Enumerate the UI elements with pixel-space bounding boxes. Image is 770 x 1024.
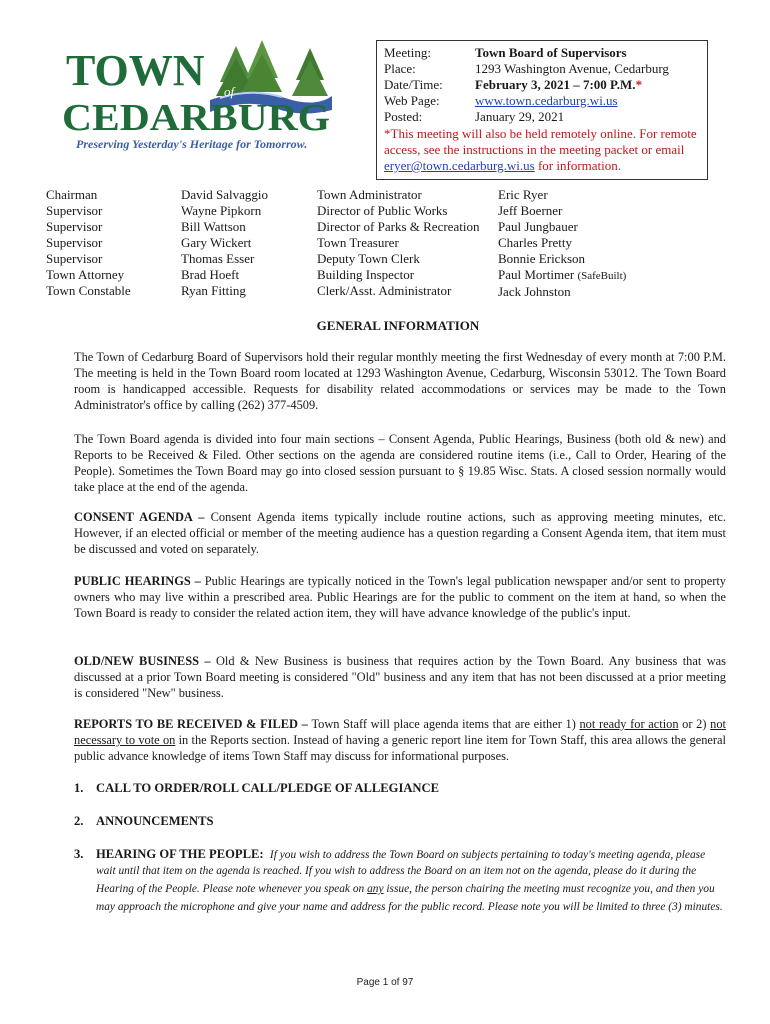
official-name: Thomas Esser xyxy=(181,251,255,266)
staff-title: Director of Parks & Recreation xyxy=(317,219,480,234)
meeting-row-meeting xyxy=(384,45,707,61)
official-names xyxy=(181,187,268,299)
public-hearings-paragraph xyxy=(74,573,726,621)
logo-of-text: of xyxy=(224,84,235,99)
agenda-item-title: ANNOUNCEMENTS xyxy=(96,814,214,828)
hearings-text: Public Hearings are typically noticed in the Town's legal publication newspaper and/or sent to property owners who may live within a prescribed area. Public Hearings are for the public to comment on the item at hand, so when the Town Board is ready to consider the related action item, they will have advance knowledge of the public's input. xyxy=(74,574,726,620)
staff-name: Charles Pretty xyxy=(498,235,573,250)
place-label: Place: xyxy=(384,61,416,76)
official-title: Supervisor xyxy=(46,219,103,234)
official-name: Ryan Fitting xyxy=(181,283,246,298)
hearing-text-a: wait until that item on the agenda is reached. If you wish to address the Board on an item not on the agenda, please do it during the Hearing of the People. Please note whenever you speak on xyxy=(96,865,697,895)
agenda-item-title: HEARING OF THE PEOPLE xyxy=(96,847,260,861)
agenda-item-number: 2. xyxy=(74,814,84,828)
business-text: Old & New Business is business that requires action by the Town Board. Any business that was discussed at a prior Town Board meeting is considered "Old" business and any item that has not been discussed at a prior meeting is considered "New" business. xyxy=(74,654,726,700)
staff-name: Paul Mortimer xyxy=(498,267,575,282)
meeting-row-webpage xyxy=(384,93,707,109)
official-title: Chairman xyxy=(46,187,98,202)
meeting-row-place xyxy=(384,61,707,77)
place-value: 1293 Washington Avenue, Cedarburg xyxy=(475,61,669,76)
reports-text-1: Town Staff will place agenda items that are either 1) xyxy=(311,717,580,731)
consent-agenda-paragraph xyxy=(74,509,726,557)
agenda-item-title: CALL TO ORDER/ROLL CALL/PLEDGE OF ALLEGIANCE xyxy=(96,781,440,795)
webpage-link[interactable]: www.town.cedarburg.wi.us xyxy=(475,93,618,108)
hearing-text-underline: any xyxy=(367,883,384,895)
datetime-text: February 3, 2021 – 7:00 P.M. xyxy=(475,77,636,92)
meeting-row-posted xyxy=(384,109,707,125)
reports-paragraph xyxy=(74,716,726,764)
general-info-heading: GENERAL INFORMATION xyxy=(316,318,480,333)
logo-tagline: Preserving Yesterday's Heritage for Tomorrow. xyxy=(76,137,308,151)
remote-note-text: *This meeting will also be held remotely online. For remote access, see the instructions in the meeting packet or email xyxy=(384,126,697,157)
agenda-item-3 xyxy=(74,846,726,863)
meeting-row-datetime xyxy=(384,77,707,93)
agenda-item-2 xyxy=(74,813,726,829)
logo-town-text: TOWN xyxy=(66,46,205,95)
reports-heading: REPORTS TO BE RECEIVED & FILED – xyxy=(74,717,312,731)
hearing-text-continued xyxy=(96,862,728,916)
reports-text-3: in the Reports section. Instead of having a generic report line item for Town Staff, this area allows the general public advance knowledge of items Town Staff may discuss for informational purposes. xyxy=(74,733,726,763)
staff-name: Paul Jungbauer xyxy=(498,219,578,234)
posted-label: Posted: xyxy=(384,109,423,124)
remote-note-end: for information. xyxy=(534,158,622,173)
datetime-label: Date/Time: xyxy=(384,77,443,92)
business-heading: OLD/NEW BUSINESS – xyxy=(74,654,216,668)
agenda-item-number: 1. xyxy=(74,781,84,795)
staff-title: Town Treasurer xyxy=(317,235,399,250)
staff-name: Eric Ryer xyxy=(498,187,548,202)
official-name: David Salvaggio xyxy=(181,187,269,202)
reports-underline-2: not necessary to vote on xyxy=(74,717,726,747)
webpage-label: Web Page: xyxy=(384,93,440,108)
staff-title: Director of Public Works xyxy=(317,203,448,218)
staff-title: Clerk/Asst. Administrator xyxy=(317,283,452,298)
official-name: Gary Wickert xyxy=(181,235,252,250)
official-title: Town Attorney xyxy=(46,267,125,282)
staff-titles xyxy=(317,187,479,299)
logo-cedarburg-text: CEDARBURG xyxy=(62,97,330,139)
general-paragraph-2: The Town Board agenda is divided into four main sections – Consent Agenda, Public Hearings, Business (both old & new) and Reports to be Received & Filed. Other sections on the agenda are considered routine items (i.e., Call to Order, Hearing of the People). Sometimes the Town Board may go into closed session pursuant to § 19.85 Wisc. Stats. A closed session normally would take place at the end of the agenda. xyxy=(74,432,726,494)
staff-names xyxy=(498,187,626,300)
datetime-asterisk: * xyxy=(635,77,643,92)
staff-title: Building Inspector xyxy=(317,267,415,282)
meeting-label: Meeting: xyxy=(384,45,431,60)
staff-name: Bonnie Erickson xyxy=(498,251,586,266)
remote-access-note xyxy=(384,126,707,174)
posted-value: January 29, 2021 xyxy=(475,109,565,124)
consent-text: Consent Agenda items typically include routine actions, such as approving meeting minutes, etc. However, if an elected official or member of the meeting audience has a question regarding a Consent Agenda item, that item must be discussed and voted on separately. xyxy=(74,510,727,556)
official-name: Bill Wattson xyxy=(181,219,246,234)
official-title: Supervisor xyxy=(46,203,103,218)
official-name: Wayne Pipkorn xyxy=(181,203,262,218)
meeting-info-box xyxy=(376,40,708,180)
official-title: Supervisor xyxy=(46,251,103,266)
hearing-text-b: issue, the person chairing the meeting must recognize you, and then you may approach the microphone and give your name and address for the public record. Please note you will be limited to three (3) minutes. xyxy=(96,883,723,913)
meeting-value: Town Board of Supervisors xyxy=(475,45,627,60)
datetime-value xyxy=(475,77,707,93)
agenda-item-colon: : xyxy=(259,847,264,861)
hearing-text-line1: If you wish to address the Town Board on subjects pertaining to today's meeting agenda, please xyxy=(269,849,706,861)
official-name: Brad Hoeft xyxy=(181,267,240,282)
staff-name: Jeff Boerner xyxy=(498,203,563,218)
staff-name: Jack Johnston xyxy=(498,284,571,299)
safebuilt-note: (SafeBuilt) xyxy=(577,270,627,282)
page-number: Page 1 of 97 xyxy=(356,977,414,988)
hearings-heading: PUBLIC HEARINGS – xyxy=(74,574,205,588)
agenda-item-number: 3. xyxy=(74,847,84,861)
agenda-item-1 xyxy=(74,780,726,796)
staff-name-mortimer xyxy=(498,267,626,284)
official-title: Supervisor xyxy=(46,235,103,250)
official-titles xyxy=(46,187,131,299)
old-new-business-paragraph xyxy=(74,653,726,701)
reports-text-2: or 2) xyxy=(678,717,711,731)
staff-title: Town Administrator xyxy=(317,187,422,202)
general-paragraph-1: The Town of Cedarburg Board of Supervisors hold their regular monthly meeting the first Wednesday of every month at 7:00 P.M. The meeting is held in the Town Board room located at 1293 Washington Avenue, Cedarburg, Wisconsin 53012. The Town Board room is handicapped accessible. Requests for disability related accommodations or services may be made to the Town Administrator's office by calling (262) 377-4509. xyxy=(74,350,726,412)
reports-underline-1: not ready for action xyxy=(579,717,679,731)
consent-heading: CONSENT AGENDA – xyxy=(74,510,211,524)
official-title: Town Constable xyxy=(46,283,131,298)
staff-title: Deputy Town Clerk xyxy=(317,251,420,266)
email-link[interactable]: eryer@town.cedarburg.wi.us xyxy=(384,158,535,173)
